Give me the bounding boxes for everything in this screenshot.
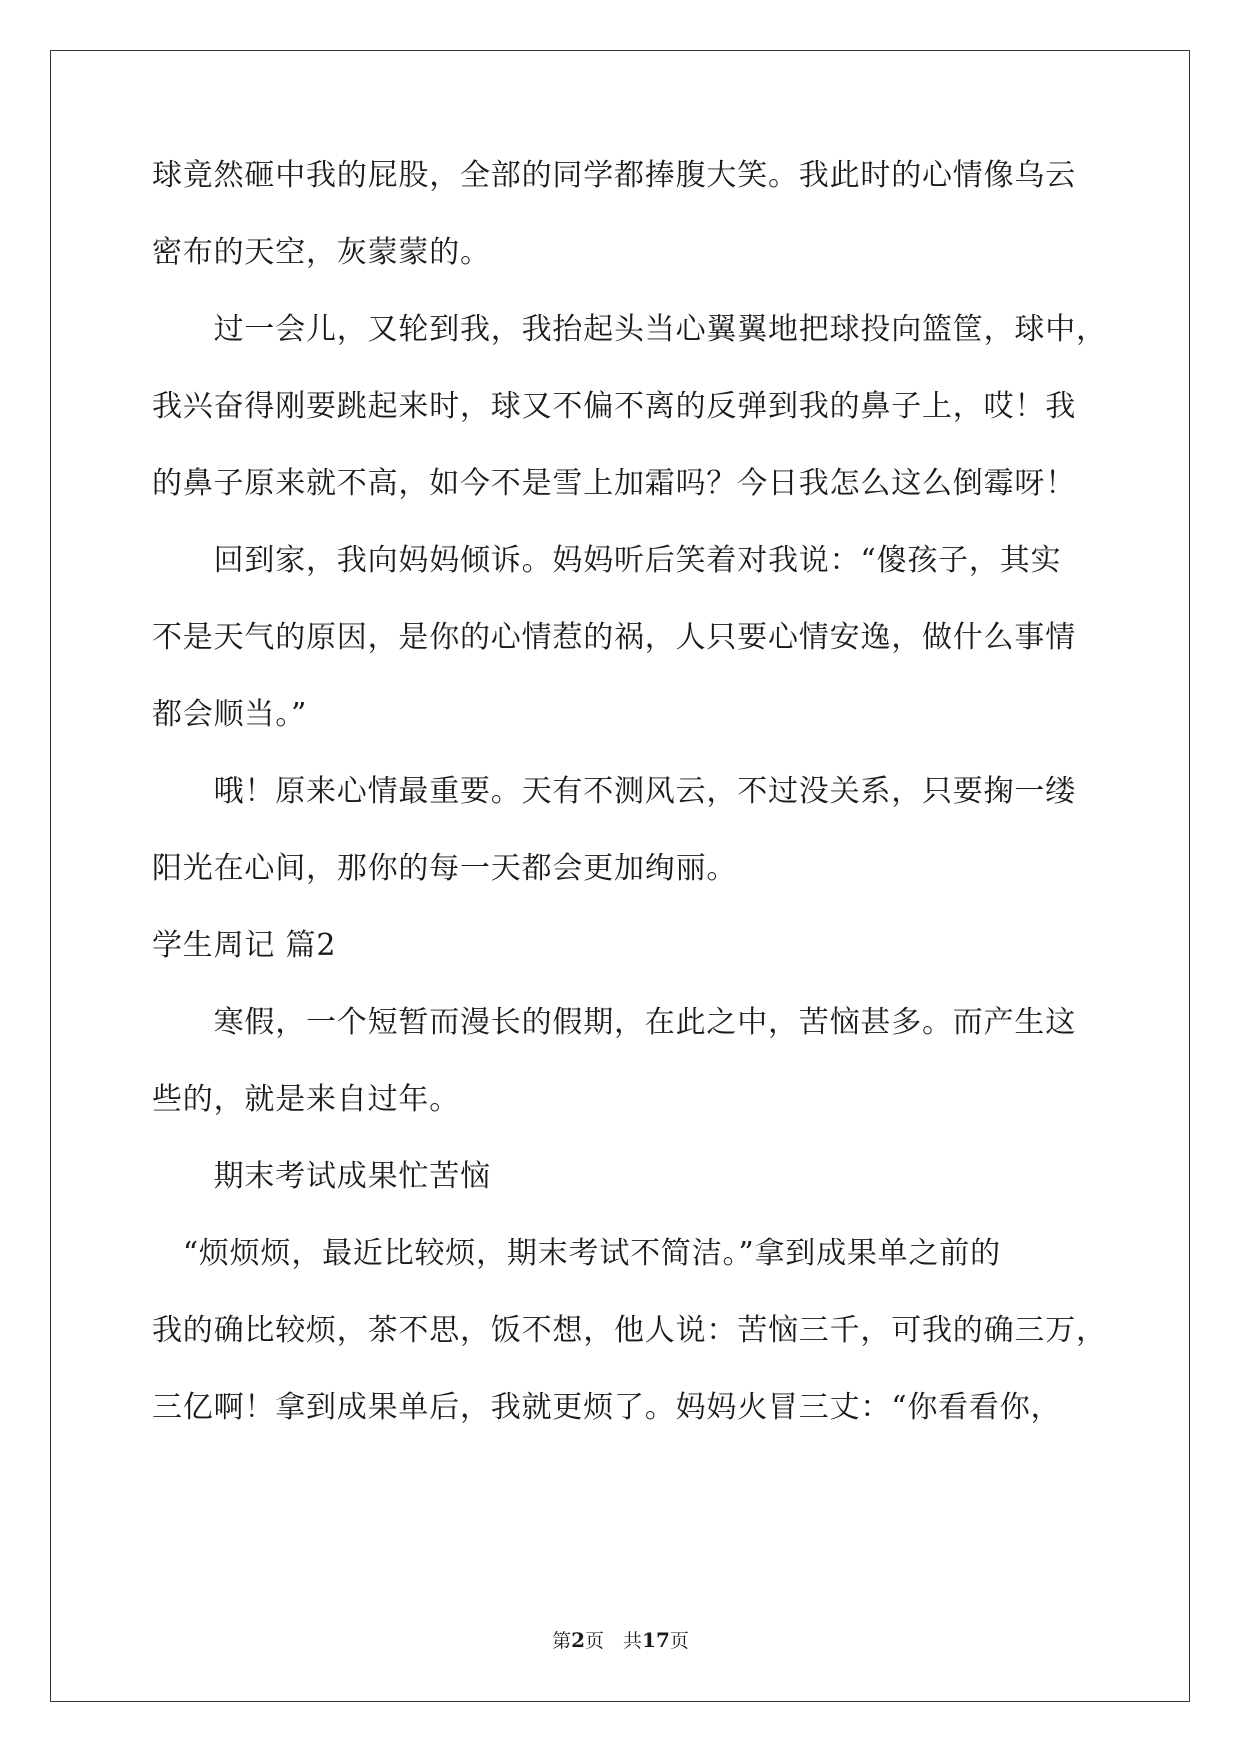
text-line: 都会顺当。” [152,697,308,732]
page-footer [0,1628,1241,1653]
text-line: 过一会儿，又轮到我，我抬起头当心翼翼地把球投向篮筐，球中， [152,312,1107,347]
text-line: “烦烦烦，最近比较烦，期末考试不简洁。”拿到成果单之前的 [152,1236,1001,1271]
text-line: 我兴奋得刚要跳起来时，球又不偏不离的反弹到我的鼻子上，哎！我 [152,389,1076,424]
text-line: 球竟然砸中我的屁股，全部的同学都捧腹大笑。我此时的心情像乌云 [152,158,1076,193]
text-line: 回到家，我向妈妈倾诉。妈妈听后笑着对我说：“傻孩子，其实 [152,543,1062,578]
footer-prefix: 第 [552,1630,572,1652]
text-line: 阳光在心间，那你的每一天都会更加绚丽。 [152,851,738,886]
subheading: 期末考试成果忙苦恼 [152,1159,491,1194]
section-heading: 学生周记 篇2 [152,928,337,963]
text-line: 我的确比较烦，茶不思，饭不想，他人说：苦恼三千，可我的确三万， [152,1313,1107,1348]
footer-suffix: 页 [669,1630,689,1652]
current-page-number: 2 [571,1628,586,1652]
text-line: 寒假，一个短暂而漫长的假期，在此之中，苦恼甚多。而产生这 [152,1005,1076,1040]
text-line: 些的，就是来自过年。 [152,1082,460,1117]
total-pages-number: 17 [642,1628,670,1652]
text-line: 不是天气的原因，是你的心情惹的祸，人只要心情安逸，做什么事情 [152,620,1076,655]
footer-mid: 页 共 [585,1630,643,1652]
text-line: 的鼻子原来就不高，如今不是雪上加霜吗？今日我怎么这么倒霉呀！ [152,466,1076,501]
text-line: 三亿啊！拿到成果单后，我就更烦了。妈妈火冒三丈：“你看看你， [152,1390,1062,1425]
text-line: 密布的天空，灰蒙蒙的。 [152,235,491,270]
text-line: 哦！原来心情最重要。天有不测风云，不过没关系，只要掬一缕 [152,774,1076,809]
